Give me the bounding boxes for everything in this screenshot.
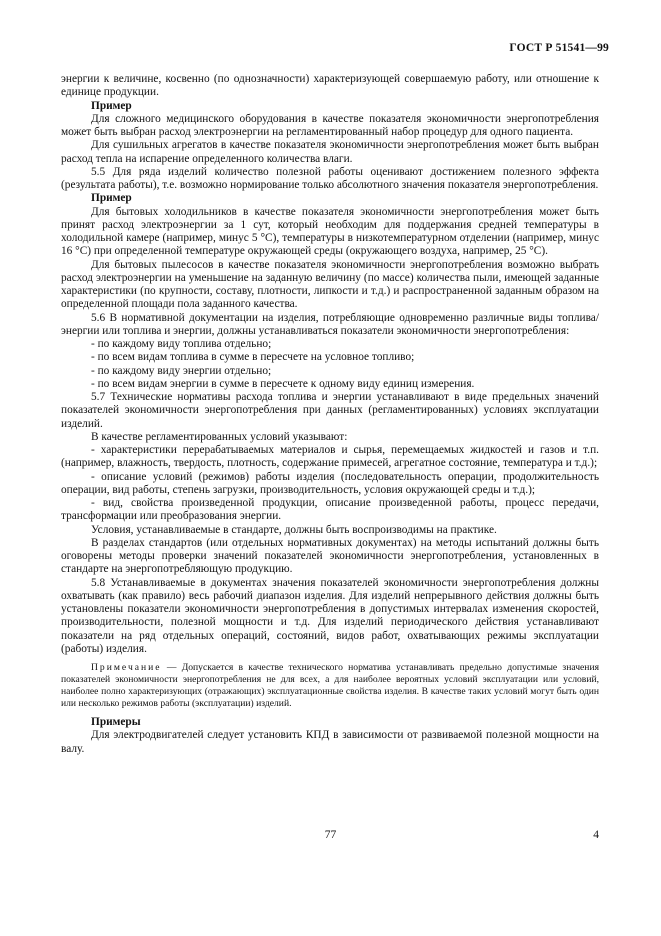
section-5-8: 5.8 Устанавливаемые в документах значения показателей экономичности энергопотребления должны охватывать (как правило) весь рабочий диапазон изделия. Для изделий непрерывного действия должны быть установлены показатели экономичности энергопотребления в допустимых интервалах изменения скоростей, производительности, полезной мощности и т.д. Для изделий периодического действия устанавливают показатели на ряд отдельных операций, состояний, видов работ, охватывающих режимы эксплуатации (работы) изделия.: [61, 576, 599, 655]
sheet-number: 4: [593, 829, 599, 841]
page-number: 77: [324, 829, 337, 841]
list-item: - вид, свойства произведенной продукции, описание произведенной работы, процесс передачи, трансформации или преобразования энергии.: [61, 497, 599, 523]
list-item: - по всем видам энергии в сумме в пересчете к одному виду единиц измерения.: [91, 377, 475, 390]
paragraph: Условия, устанавливаемые в стандарте, должны быть воспроизводимы на практике.: [91, 523, 497, 536]
note-label: Примечание: [91, 662, 162, 673]
note-text: — Допускается в качестве технического норматива устанавливать предельно допустимые значения показателей экономичности энергопотребления не для всех, а для наиболее вероятных условий эксплуатации или условий, наиболее полно характеризующих (отражающих) эксплуатационные свойства изделия. В качестве таких условий могут быть один или несколько режимов работы (эксплуатации) изделий.: [61, 662, 599, 709]
section-5-6: 5.6 В нормативной документации на изделия, потребляющие одновременно различные виды топлива/энергии или топлива и энергии, должны устанавливаться показатели экономичности энергопотребления:: [61, 311, 599, 337]
note: [61, 662, 599, 710]
section-5-5: 5.5 Для ряда изделий количество полезной работы оценивают достижением полезного эффекта (результата работы), т.е. возможно нормирование только абсолютного значения показателя энергопотребления.: [61, 165, 599, 191]
examples-text: Для электродвигателей следует установить КПД в зависимости от развиваемой полезной мощности на валу.: [61, 729, 599, 755]
paragraph: В качестве регламентированных условий указывают:: [91, 430, 348, 443]
list-item: - по каждому виду топлива отдельно;: [91, 338, 272, 350]
paragraph: В разделах стандартов (или отдельных нормативных документах) на методы испытаний должны быть оговорены методы проверки значений показателей экономичности энергопотребления, установленных в стандарте на энергопотребляющую продукцию.: [61, 536, 599, 576]
document-body: [61, 73, 599, 756]
paragraph: Для бытовых пылесосов в качестве показателя экономичности энергопотребления возможно выбрать расход электроэнергии на уменьшение на заданную величину (по массе) количества пыли, имеющей заданные характеристики (по крупности, составу, плотности, липкости и т.д.) и распространенной заданным образом на определенной площади пола заданного качества.: [61, 258, 599, 311]
paragraph: Для сложного медицинского оборудования в качестве показателя экономичности энергопотребления может быть выбран расход электроэнергии на регламентированный набор процедур для одного пациента.: [61, 112, 599, 138]
section-5-7: 5.7 Технические нормативы расхода топлива и энергии устанавливают в виде предельных значений показателей экономичности энергопотребления при данных (регламентированных) условиях эксплуатации изделий.: [61, 391, 599, 430]
paragraph: энергии к величине, косвенно (по однозначности) характеризующей совершаемую работу, или отношение к единице продукции.: [61, 73, 599, 99]
standard-code-header: ГОСТ Р 51541—99: [509, 42, 609, 54]
list-item: - характеристики перерабатываемых материалов и сырья, перемещаемых жидкостей и газов и т.п. (например, влажность, твердость, плотность, содержание примесей, агрегатное состояние, температура и т.д.);: [61, 444, 599, 470]
paragraph: Для бытовых холодильников в качестве показателя экономичности энергопотребления может быть принят расход электроэнергии за 1 сут, который необходим для поддержания средней температуры в холодильной камере (например, минус 5 °С), температуры в низкотемпературном отделении (например, минус 16 °С) при определенной температуре окружающей среды (окружающего воздуха, например, 25 °С).: [61, 205, 599, 258]
example-heading: Пример: [91, 192, 132, 205]
example-heading: Пример: [91, 99, 132, 112]
examples-heading: Примеры: [91, 716, 141, 728]
list-item: - описание условий (режимов) работы изделия (последовательность операции, продолжительность операции, вид работы, степень загрузки, производительность, условия окружающей среды и т.д.);: [61, 470, 599, 496]
paragraph: Для сушильных агрегатов в качестве показателя экономичности энергопотребления может быть выбран расход тепла на испарение определенного количества влаги.: [61, 139, 599, 165]
list-item: - по всем видам топлива в сумме в пересчете на условное топливо;: [91, 351, 415, 364]
list-item: - по каждому виду энергии отдельно;: [91, 364, 272, 377]
